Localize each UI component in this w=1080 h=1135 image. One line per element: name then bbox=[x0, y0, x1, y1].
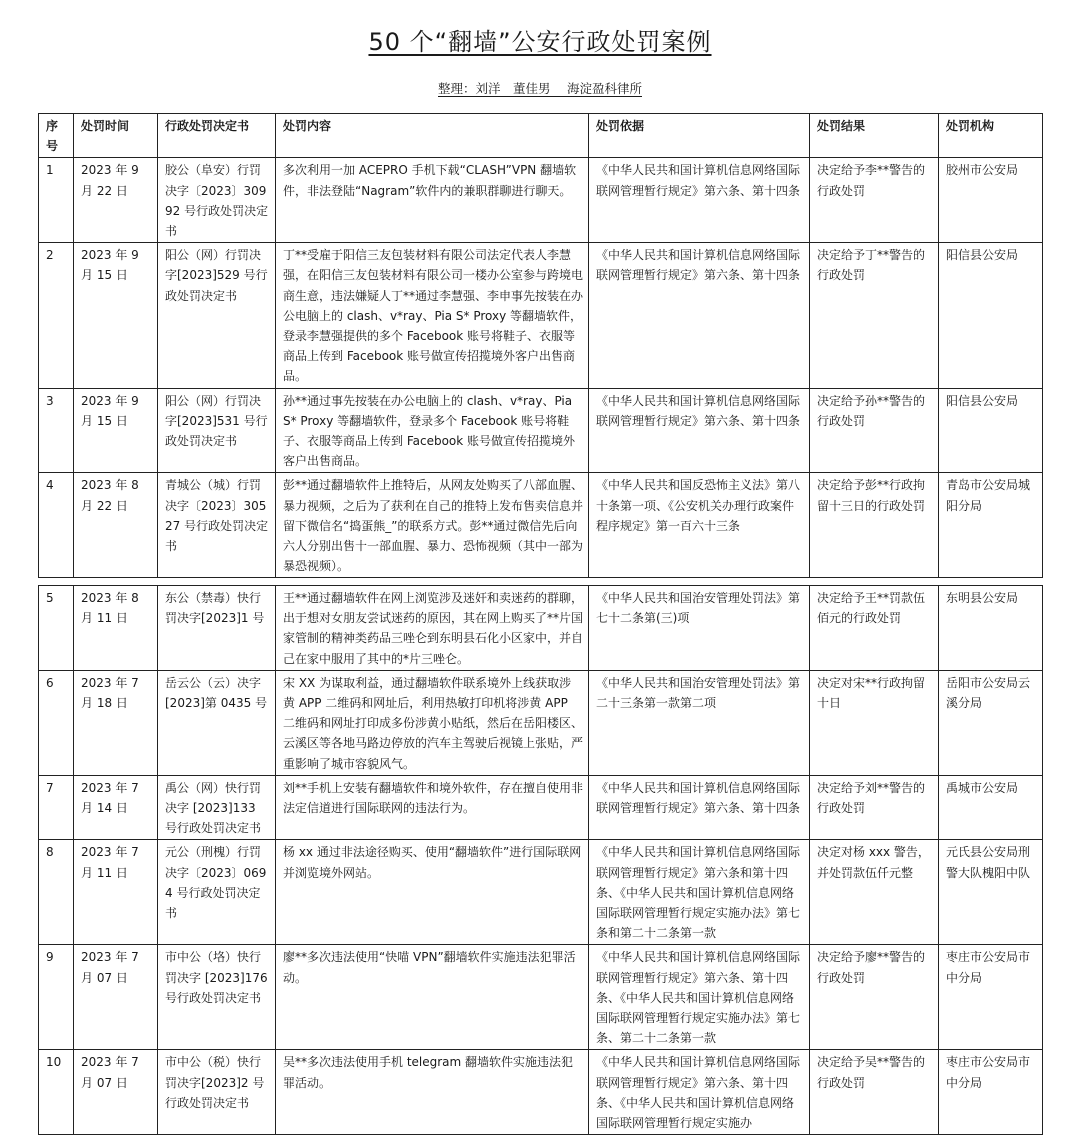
cell-result: 决定给予丁**警告的行政处罚 bbox=[810, 243, 939, 388]
cell-content: 宋 XX 为谋取利益，通过翻墙软件联系境外上线获取涉黄 APP 二维码和网址后，利用热敏打印机将涉黄 APP 二维码和网址打印成多份涉黄小贴纸，然后在岳阳楼区、云溪区等各地马路边停放的汽车主驾驶后视镜上张贴，严重影响了城市容貌风气。 bbox=[276, 670, 589, 775]
cell-no: 6 bbox=[39, 670, 74, 775]
cell-content: 丁**受雇于阳信三友包装材料有限公司法定代表人李慧强，在阳信三友包装材料有限公司一楼办公室参与跨境电商生意，违法嫌疑人丁**通过李慧强、李申事先按装在办公电脑上的 clash、v*ray、Pia S* Proxy 等翻墙软件，登录李慧强提供的多个 Facebook 账号将鞋子、衣服等商品上传到 Facebook 账号做宣传招揽境外客户出售商品。 bbox=[276, 243, 589, 388]
cell-date: 2023 年 8 月 22 日 bbox=[74, 473, 158, 578]
cell-doc: 阳公（网）行罚决字[2023]531 号行政处罚决定书 bbox=[158, 388, 276, 473]
cell-agency: 枣庄市公安局市中分局 bbox=[939, 945, 1043, 1050]
cell-result: 决定给予刘**警告的行政处罚 bbox=[810, 775, 939, 840]
cell-content: 彭**通过翻墙软件上推特后，从网友处购买了八部血腥、暴力视频，之后为了获利在自己的推特上发布售卖信息并留下微信名“捣蛋熊_”的联系方式。彭**通过微信先后向六人分别出售十一部血腥、暴力、恐怖视频（其中一部为暴恐视频）。 bbox=[276, 473, 589, 578]
document-subtitle: 整理：刘洋 董佳男 海淀盈科律所 bbox=[438, 81, 642, 96]
cell-no: 5 bbox=[39, 586, 74, 671]
table-row bbox=[39, 158, 1043, 243]
cell-result: 决定对杨 xxx 警告，并处罚款伍仟元整 bbox=[810, 840, 939, 945]
cell-no: 3 bbox=[39, 388, 74, 473]
cell-date: 2023 年 7 月 07 日 bbox=[74, 1050, 158, 1135]
cell-content: 孙**通过事先按装在办公电脑上的 clash、v*ray、Pia S* Proxy 等翻墙软件，登录多个 Facebook 账号将鞋子、衣服等商品上传到 Facebook 账号做宣传招揽境外客户出售商品。 bbox=[276, 388, 589, 473]
table-row bbox=[39, 1050, 1043, 1135]
cell-result: 决定给予孙**警告的行政处罚 bbox=[810, 388, 939, 473]
header-date: 处罚时间 bbox=[74, 114, 158, 158]
table-row bbox=[39, 473, 1043, 578]
cell-date: 2023 年 7 月 11 日 bbox=[74, 840, 158, 945]
cell-basis: 《中华人民共和国计算机信息网络国际联网管理暂行规定》第六条、第十四条 bbox=[589, 243, 810, 388]
cell-doc: 阳公（网）行罚决字[2023]529 号行政处罚决定书 bbox=[158, 243, 276, 388]
cell-date: 2023 年 7 月 18 日 bbox=[74, 670, 158, 775]
cell-doc: 元公（刑槐）行罚决字〔2023〕0694 号行政处罚决定书 bbox=[158, 840, 276, 945]
cell-no: 8 bbox=[39, 840, 74, 945]
cell-result: 决定给予王**罚款伍佰元的行政处罚 bbox=[810, 586, 939, 671]
cell-doc: 市中公（税）快行罚决字[2023]2 号行政处罚决定书 bbox=[158, 1050, 276, 1135]
cell-content: 廖**多次违法使用“快喵 VPN”翻墙软件实施违法犯罪活动。 bbox=[276, 945, 589, 1050]
document-title: 50 个“翻墙”公安行政处罚案例 bbox=[368, 28, 712, 56]
table-row bbox=[39, 775, 1043, 840]
cell-basis: 《中华人民共和国计算机信息网络国际联网管理暂行规定》第六条、第十四条 bbox=[589, 388, 810, 473]
header-result: 处罚结果 bbox=[810, 114, 939, 158]
cell-result: 决定给予彭**行政拘留十三日的行政处罚 bbox=[810, 473, 939, 578]
table-row bbox=[39, 388, 1043, 473]
cell-content: 吴**多次违法使用手机 telegram 翻墙软件实施违法犯罪活动。 bbox=[276, 1050, 589, 1135]
table-row bbox=[39, 586, 1043, 671]
cell-content: 王**通过翻墙软件在网上浏览涉及迷奸和卖迷药的群聊，出于想对女朋友尝试迷药的原因，其在网上购买了**片国家管制的精神类药品三唑仑到东明县石化小区家中，并自己在家中服用了其中的*片三唑仑。 bbox=[276, 586, 589, 671]
cell-no: 4 bbox=[39, 473, 74, 578]
cell-date: 2023 年 9 月 22 日 bbox=[74, 158, 158, 243]
cell-agency: 阳信县公安局 bbox=[939, 243, 1043, 388]
header-doc: 行政处罚决定书 bbox=[158, 114, 276, 158]
cell-no: 9 bbox=[39, 945, 74, 1050]
cell-result: 决定给予吴**警告的行政处罚 bbox=[810, 1050, 939, 1135]
header-agency: 处罚机构 bbox=[939, 114, 1043, 158]
cell-agency: 胶州市公安局 bbox=[939, 158, 1043, 243]
cell-basis: 《中华人民共和国计算机信息网络国际联网管理暂行规定》第六条、第十四条 bbox=[589, 158, 810, 243]
cell-doc: 禹公（网）快行罚决字 [2023]133 号行政处罚决定书 bbox=[158, 775, 276, 840]
cases-table-part1 bbox=[38, 113, 1043, 578]
cell-date: 2023 年 7 月 14 日 bbox=[74, 775, 158, 840]
table-header-row bbox=[39, 114, 1043, 158]
cell-agency: 岳阳市公安局云溪分局 bbox=[939, 670, 1043, 775]
cell-basis: 《中华人民共和国计算机信息网络国际联网管理暂行规定》第六条、第十四条、《中华人民共和国计算机信息网络国际联网管理暂行规定实施办法》第七条、第二十二条第一款 bbox=[589, 945, 810, 1050]
cell-doc: 青城公（城）行罚决字〔2023〕30527 号行政处罚决定书 bbox=[158, 473, 276, 578]
table-row bbox=[39, 840, 1043, 945]
cell-date: 2023 年 9 月 15 日 bbox=[74, 243, 158, 388]
cell-basis: 《中华人民共和国反恐怖主义法》第八十条第一项、《公安机关办理行政案件程序规定》第一百六十三条 bbox=[589, 473, 810, 578]
header-content: 处罚内容 bbox=[276, 114, 589, 158]
cell-date: 2023 年 8 月 11 日 bbox=[74, 586, 158, 671]
cell-result: 决定给予李**警告的行政处罚 bbox=[810, 158, 939, 243]
cell-no: 1 bbox=[39, 158, 74, 243]
cell-agency: 枣庄市公安局市中分局 bbox=[939, 1050, 1043, 1135]
cell-date: 2023 年 7 月 07 日 bbox=[74, 945, 158, 1050]
cell-basis: 《中华人民共和国计算机信息网络国际联网管理暂行规定》第六条、第十四条 bbox=[589, 775, 810, 840]
cell-doc: 岳云公（云）决字[2023]第 0435 号 bbox=[158, 670, 276, 775]
cell-agency: 元氏县公安局刑警大队槐阳中队 bbox=[939, 840, 1043, 945]
cell-content: 刘**手机上安装有翻墙软件和境外软件，存在擅自使用非法定信道进行国际联网的违法行为。 bbox=[276, 775, 589, 840]
cell-basis: 《中华人民共和国治安管理处罚法》第二十三条第一款第二项 bbox=[589, 670, 810, 775]
cell-no: 10 bbox=[39, 1050, 74, 1135]
cases-table-part2 bbox=[38, 585, 1043, 1135]
cell-agency: 东明县公安局 bbox=[939, 586, 1043, 671]
cell-doc: 市中公（垎）快行罚决字 [2023]176 号行政处罚决定书 bbox=[158, 945, 276, 1050]
header-no: 序号 bbox=[39, 114, 74, 158]
cell-basis: 《中华人民共和国计算机信息网络国际联网管理暂行规定》第六条、第十四条、《中华人民共和国计算机信息网络国际联网管理暂行规定实施办 bbox=[589, 1050, 810, 1135]
cell-agency: 禹城市公安局 bbox=[939, 775, 1043, 840]
cell-doc: 胶公（阜安）行罚决字〔2023〕30992 号行政处罚决定书 bbox=[158, 158, 276, 243]
cell-agency: 青岛市公安局城阳分局 bbox=[939, 473, 1043, 578]
cell-basis: 《中华人民共和国计算机信息网络国际联网管理暂行规定》第六条和第十四条、《中华人民共和国计算机信息网络国际联网管理暂行规定实施办法》第七条和第二十二条第一款 bbox=[589, 840, 810, 945]
cell-result: 决定给予廖**警告的行政处罚 bbox=[810, 945, 939, 1050]
cell-no: 2 bbox=[39, 243, 74, 388]
cell-content: 多次利用一加 ACEPRO 手机下载“CLASH”VPN 翻墙软件，非法登陆“Nagram”软件内的兼职群聊进行聊天。 bbox=[276, 158, 589, 243]
cell-result: 决定对宋**行政拘留十日 bbox=[810, 670, 939, 775]
table-row bbox=[39, 243, 1043, 388]
cell-basis: 《中华人民共和国治安管理处罚法》第七十二条第(三)项 bbox=[589, 586, 810, 671]
cell-doc: 东公（禁毒）快行罚决字[2023]1 号 bbox=[158, 586, 276, 671]
cell-content: 杨 xx 通过非法途径购买、使用“翻墙软件”进行国际联网并浏览境外网站。 bbox=[276, 840, 589, 945]
table-row bbox=[39, 670, 1043, 775]
cell-no: 7 bbox=[39, 775, 74, 840]
table-row bbox=[39, 945, 1043, 1050]
header-basis: 处罚依据 bbox=[589, 114, 810, 158]
cell-date: 2023 年 9 月 15 日 bbox=[74, 388, 158, 473]
cell-agency: 阳信县公安局 bbox=[939, 388, 1043, 473]
